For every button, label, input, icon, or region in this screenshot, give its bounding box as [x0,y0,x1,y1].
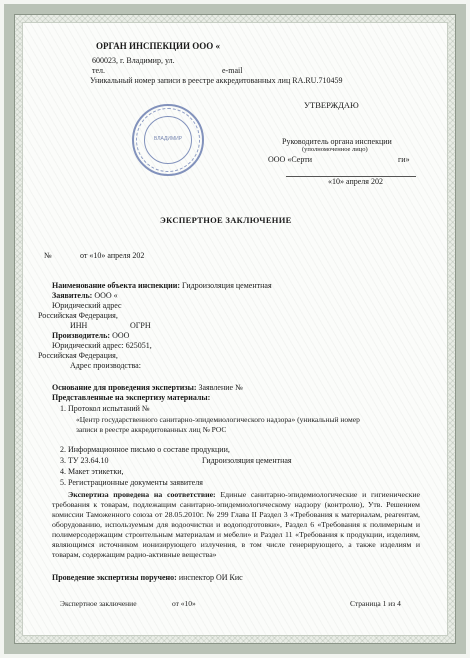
applicant-country: Российская Федерация, [38,311,118,320]
head-of-inspection: Руководитель органа инспекции [282,137,392,146]
production-address: Адрес производства: [70,361,141,370]
assigned-line [52,574,243,582]
official-stamp [132,104,204,176]
registry-number: Уникальный номер записи в реестре аккредитованных лиц RA.RU.710459 [90,76,343,85]
material-item-5: 5. Регистрационные документы заявителя [60,478,203,487]
applicant-inn: ИНН [70,321,88,330]
material-item-1-cont: «Центр государственного санитарно-эпидемиологического надзора» (уникальный номер [76,415,360,424]
applicant-ogrn: ОГРН [130,321,151,330]
producer-label: Производитель: [52,331,111,340]
footer-doc-name: Экспертное заключение [60,599,137,608]
approval-date: «10» апреля 202 [328,177,383,186]
material-item-2: 2. Информационное письмо о составе продукции, [60,445,230,454]
approval-org-end: ги» [398,155,410,164]
material-item-1-cont2: записи в реестре аккредитованных лиц № РОС [76,425,227,434]
conformity-label: Экспертиза проведена на соответствие: [68,490,216,499]
applicant-value: ООО « [94,291,118,300]
document-date: от «10» апреля 202 [80,251,145,260]
basis-value: Заявление № [198,383,243,392]
object-value: Гидроизоляция цементная [182,281,272,290]
stamp-text: ВЛАДИМИР [153,136,183,142]
assigned-value: инспектор ОИ Кис [178,573,243,582]
producer-value: ООО [112,331,130,340]
producer-legal-address: Юридический адрес: 625051, [52,341,152,350]
approve-label: УТВЕРЖДАЮ [304,100,359,110]
materials-label: Представленные на экспертизу материалы: [52,393,211,402]
assigned-label: Проведение экспертизы поручено: [52,573,177,582]
footer-page-number: Страница 1 из 4 [350,599,401,608]
conformity-text: Единые санитарно-эпидемиологические и гигиенические требования к товарам, подлежащим санитарно-эпидемиологическому надзору (контролю), Утв. Решением комиссии Таможенного союза от 28.05.2010г. № 299 Глава II Раздел 3 «Требования к материалам, реагентам, оборудованию, используемым для водоочистки и водоподготовки», Раздел 6 «Требования к полимерным и полимерсодержащим строительным материалам и мебели» и Раздел 11 «Требования к продукции, изделиям, являющимся источником ионизирующего излучения, в том числе генерирующего, а также изделиям и товарам, содержащим радио-активные вещества» [52,490,420,559]
conformity-paragraph [52,490,420,560]
applicant-line [52,292,118,300]
applicant-legal-address: Юридический адрес [52,301,122,310]
footer-date: от «10» [172,599,196,608]
approval-org: ООО «Серти [268,155,312,164]
org-email: e-mail [222,66,243,75]
material-item-3: 3. ТУ 23.64.10 [60,456,109,465]
object-line [52,282,272,290]
basis-line [52,384,243,392]
material-item-1: 1. Протокол испытаний № [60,404,150,413]
document-title: ЭКСПЕРТНОЕ ЗАКЛЮЧЕНИЕ [160,215,292,225]
basis-label: Основание для проведения экспертизы: [52,383,197,392]
material-item-4: 4. Макет этикетки, [60,467,124,476]
applicant-label: Заявитель: [52,291,93,300]
org-title: ОРГАН ИНСПЕКЦИИ ООО « [96,41,221,51]
org-phone: тел. [92,66,106,75]
authorized-person: (уполномоченное лицо) [302,146,368,153]
document-number: № [44,251,52,260]
producer-line [52,332,129,340]
producer-country: Российская Федерация, [38,351,118,360]
material-item-3-name: Гидроизоляция цементная [202,456,292,465]
org-address: 600023, г. Владимир, ул. [92,56,175,65]
object-label: Наименование объекта инспекции: [52,281,181,290]
